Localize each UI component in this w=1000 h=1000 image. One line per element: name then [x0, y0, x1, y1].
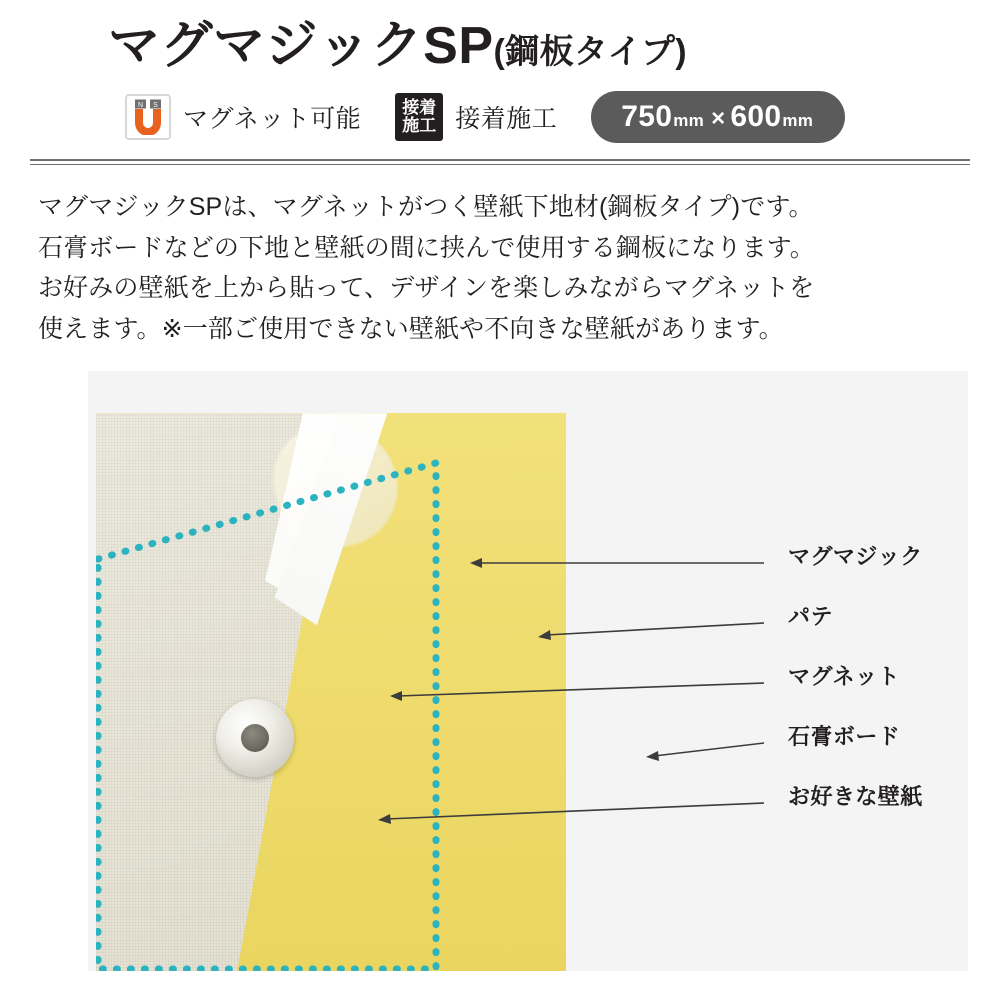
cross-section-photo	[96, 413, 566, 971]
callout-label-putty: パテ	[788, 604, 833, 630]
description-line-4: 使えます。※一部ご使用できない壁紙や不向きな壁紙があります。	[38, 314, 784, 343]
divider-thin-line	[30, 164, 970, 165]
title-main: マグマジックSP	[108, 17, 494, 75]
divider-thick-line	[30, 159, 970, 161]
magnet-icon	[125, 94, 171, 140]
callout-label-magnet: マグネット	[788, 664, 900, 690]
svg-text:S: S	[153, 101, 158, 109]
product-diagram	[88, 371, 968, 971]
description-line-1: マグマジックSPは、マグネットがつく壁紙下地材(鋼板タイプ)です。	[38, 193, 814, 222]
svg-text:N: N	[137, 101, 144, 109]
badge-row	[40, 91, 960, 143]
badge-adhesive-label: 接着施工	[455, 105, 558, 134]
size-height-value: 600	[730, 100, 782, 134]
magnet-object	[216, 699, 294, 777]
adhesive-icon-line2: 施工	[402, 116, 437, 136]
size-width-value: 750	[621, 100, 673, 134]
callout-label-gypsum-board: 石膏ボード	[788, 724, 901, 750]
header	[0, 0, 1000, 143]
title-sub: (鋼板タイプ)	[493, 33, 687, 71]
description-line-3: お好みの壁紙を上から貼って、デザインを楽しみながらマグネットを	[38, 274, 815, 303]
size-badge	[591, 91, 845, 143]
adhesive-icon	[395, 93, 443, 141]
divider	[30, 159, 970, 165]
badge-adhesive	[395, 93, 557, 141]
description-line-2: 石膏ボードなどの下地と壁紙の間に挟んで使用する鋼板になります。	[38, 233, 815, 262]
description	[38, 187, 960, 349]
size-width-unit: mm	[673, 111, 705, 131]
adhesive-icon-line1: 接着	[402, 98, 437, 118]
size-height-unit: mm	[782, 111, 814, 131]
badge-magnet	[125, 94, 361, 140]
size-times: ×	[711, 105, 726, 133]
badge-magnet-label: マグネット可能	[183, 105, 362, 134]
page-title	[40, 18, 960, 75]
callout-label-wallpaper: お好きな壁紙	[788, 784, 923, 810]
callout-label-magmagic: マグマジック	[788, 544, 923, 570]
